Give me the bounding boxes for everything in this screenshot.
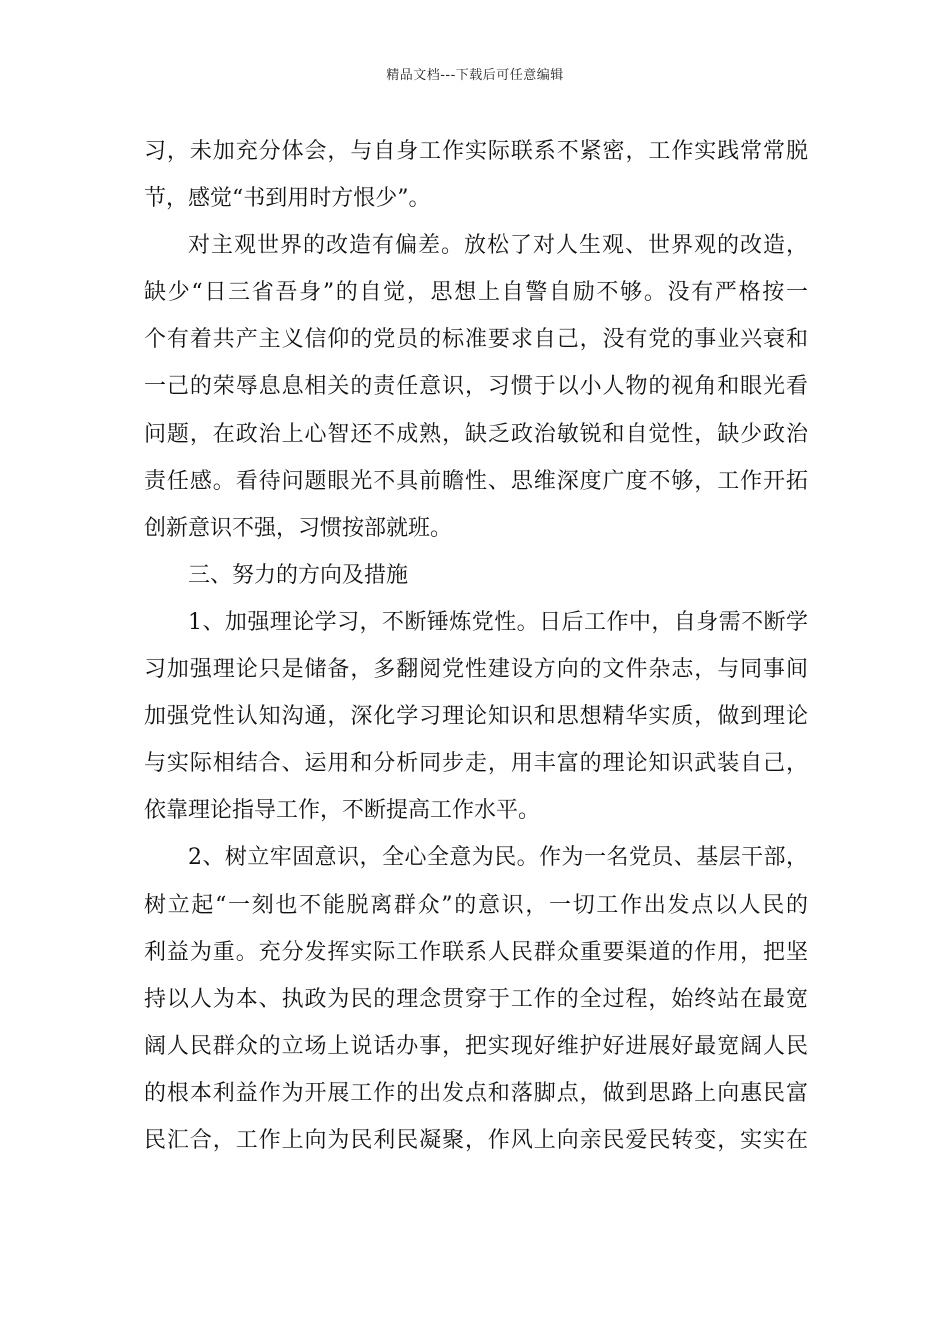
text-line: 加强党性认知沟通，深化学习理论知识和思想精华实质，做到理论 — [144, 704, 808, 730]
text-line: 依靠理论指导工作，不断提高工作水平。 — [144, 798, 541, 824]
document-body — [144, 128, 808, 1164]
text-line: 与实际相结合、运用和分析同步走，用丰富的理论知识武装自己， — [144, 751, 808, 777]
text-line: 习，未加充分体会，与自身工作实际联系不紧密，工作实践常常脱 — [144, 139, 808, 164]
text-line: 的根本利益作为开展工作的出发点和落脚点，做到思路上向惠民富 — [144, 1080, 808, 1106]
text-line: 创新意识不强，习惯按部就班。 — [144, 515, 453, 541]
text-line: 对主观世界的改造有偏差。放松了对人生观、世界观的改造， — [188, 233, 808, 259]
text-line: 阔人民群众的立场上说话办事，把实现好维护好进展好最宽阔人民 — [144, 1033, 808, 1059]
section-heading: 三、努力的方向及措施 — [188, 562, 409, 588]
text-line: 个有着共产主义信仰的党员的标准要求自己，没有党的事业兴衰和 — [144, 327, 808, 353]
text-line: 习加强理论只是储备，多翻阅党性建设方向的文件杂志，与同事间 — [144, 657, 808, 683]
text-line: 节，感觉“书到用时方恨少”。 — [144, 186, 431, 212]
text-line: 1、加强理论学习，不断锤炼党性。日后工作中，自身需不断学 — [188, 609, 808, 635]
text-line: 持以人为本、执政为民的理念贯穿于工作的全过程，始终站在最宽 — [144, 986, 808, 1012]
text-line: 一己的荣辱息息相关的责任意识，习惯于以小人物的视角和眼光看 — [144, 374, 808, 400]
text-line: 利益为重。充分发挥实际工作联系人民群众重要渠道的作用，把坚 — [144, 939, 808, 965]
text-line: 缺少“日三省吾身”的自觉，思想上自警自励不够。没有严格按一 — [144, 280, 808, 306]
text-line: 民汇合，工作上向为民利民凝聚，作风上向亲民爱民转变，实实在 — [144, 1127, 808, 1153]
text-line: 2、树立牢固意识，全心全意为民。作为一名党员、基层干部， — [188, 845, 808, 871]
text-line: 问题，在政治上心智还不成熟，缺乏政治敏锐和自觉性，缺少政治 — [144, 421, 808, 447]
text-line: 树立起“一刻也不能脱离群众”的意识，一切工作出发点以人民的 — [144, 892, 808, 918]
text-line: 责任感。看待问题眼光不具前瞻性、思维深度广度不够，工作开拓 — [144, 468, 808, 494]
page-header: 精品文档---下载后可任意编辑 — [386, 68, 564, 83]
